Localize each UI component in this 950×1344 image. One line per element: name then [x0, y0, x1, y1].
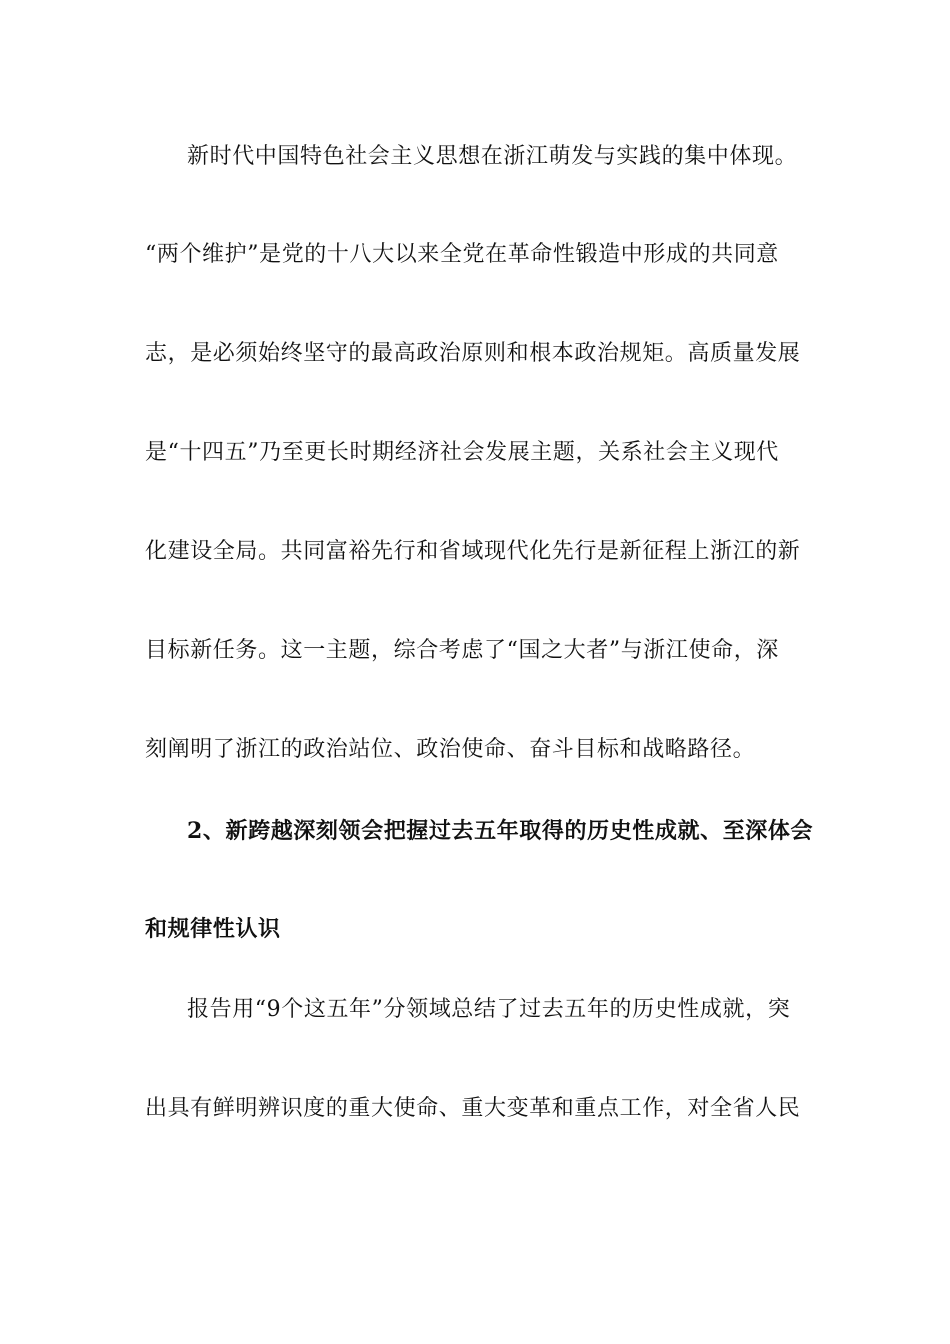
section-heading-line-1: 2、新跨越深刻领会把握过去五年取得的历史性成就、至深体会 [187, 818, 814, 844]
text-line-6: 目标新任务。这一主题，综合考虑了“国之大者”与浙江使命，深 [145, 638, 779, 663]
text-line-1: 新时代中国特色社会主义思想在浙江萌发与实践的集中体现。 [187, 144, 798, 169]
paragraph-line-2: 出具有鲜明辨识度的重大使命、重大变革和重点工作，对全省人民 [145, 1096, 801, 1121]
text-line-7: 刻阐明了浙江的政治站位、政治使命、奋斗目标和战略路径。 [145, 737, 756, 762]
text-line-5: 化建设全局。共同富裕先行和省域现代化先行是新征程上浙江的新 [145, 539, 801, 564]
section-heading-line-2: 和规律性认识 [145, 916, 281, 942]
paragraph-line-1: 报告用“9个这五年”分领域总结了过去五年的历史性成就，突 [187, 997, 791, 1022]
text-line-2: “两个维护”是党的十八大以来全党在革命性锻造中形成的共同意 [145, 242, 779, 267]
text-line-4: 是“十四五”乃至更长时期经济社会发展主题，关系社会主义现代 [145, 440, 779, 465]
text-line-3: 志，是必须始终坚守的最高政治原则和根本政治规矩。高质量发展 [145, 341, 801, 366]
